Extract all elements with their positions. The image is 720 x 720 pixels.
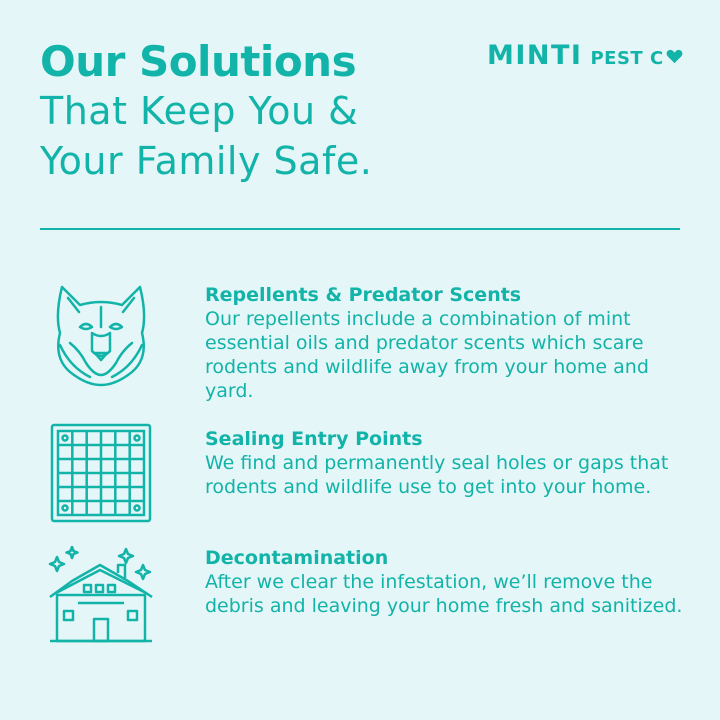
heart-icon: [666, 49, 683, 64]
headline-line-1: That Keep You &: [40, 89, 359, 133]
headline-line-2: Your Family Safe.: [40, 139, 373, 183]
solution-body: Our repellents include a combination of mint essential oils and predator scents which scare rodents and wildlife away from your home and yard.: [205, 308, 649, 402]
solution-item-repellents: [205, 283, 685, 403]
solution-body: After we clear the infestation, we’ll remove the debris and leaving your home fresh and sanitized.: [205, 571, 683, 617]
solution-body: We find and permanently seal holes or gaps that rodents and wildlife use to get into your home.: [205, 452, 669, 498]
solution-title: Decontamination: [205, 547, 389, 569]
solution-item-sealing: [205, 427, 685, 499]
solution-item-decontamination: [205, 546, 685, 618]
solution-title: Sealing Entry Points: [205, 428, 423, 450]
clean-house-icon: [48, 545, 154, 643]
brand-logo: [487, 40, 683, 71]
brand-suffix: PEST C: [590, 48, 664, 69]
section-divider: [40, 228, 680, 230]
grid-seal-icon: [50, 423, 152, 523]
brand-name: MINTI: [487, 40, 583, 71]
solution-title: Repellents & Predator Scents: [205, 284, 522, 306]
wolf-icon: [50, 283, 152, 388]
headline-bold: Our Solutions: [40, 37, 357, 86]
headline-light: [40, 86, 372, 186]
